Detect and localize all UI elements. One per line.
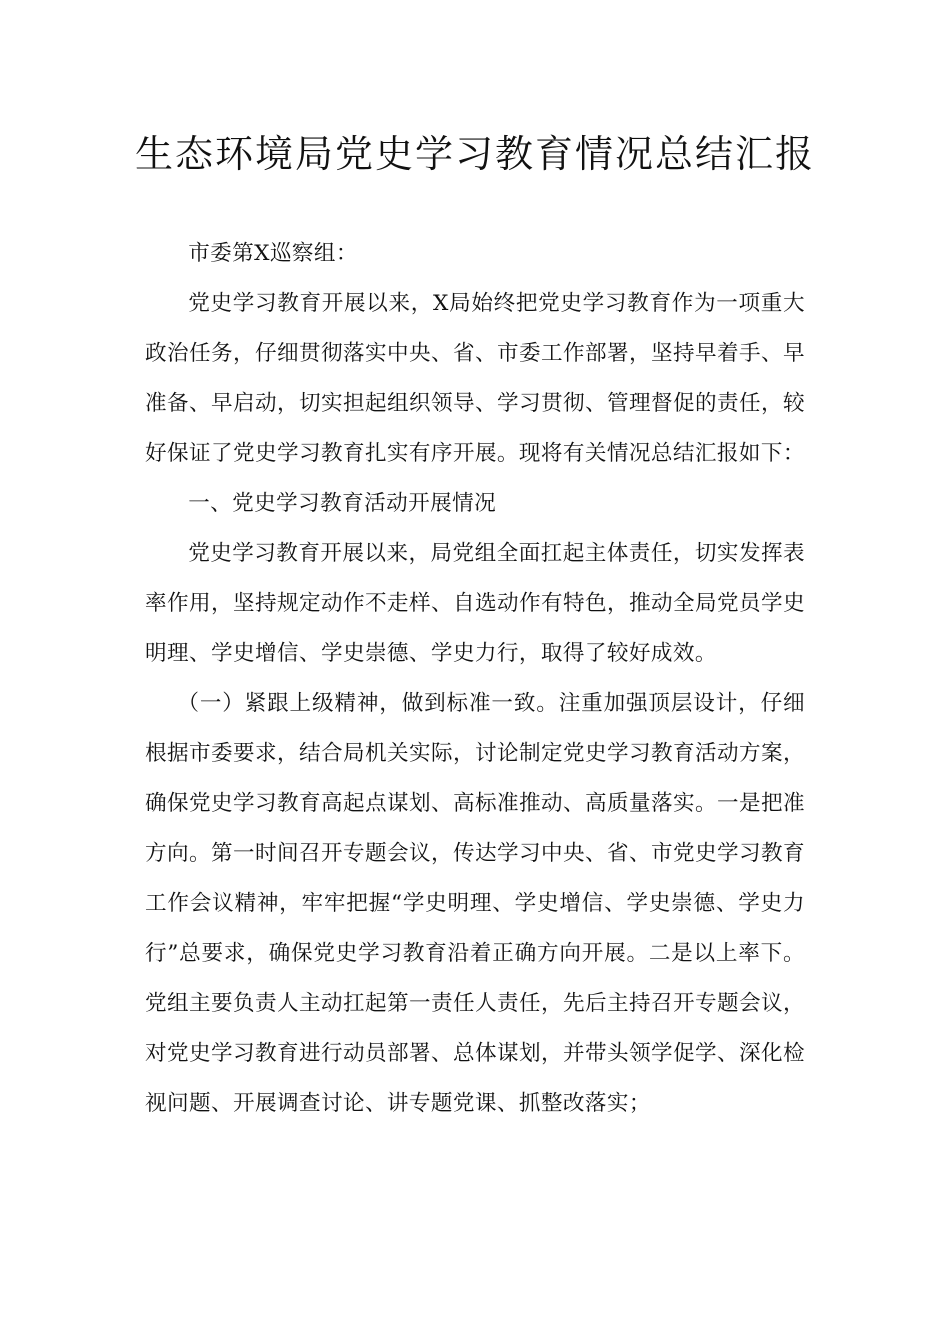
paragraph-intro: 党史学习教育开展以来，X局始终把党史学习教育作为一项重大政治任务，仔细贯彻落实中央、省、市委工作部署，坚持早着手、早准备、早启动，切实担起组织领导、学习贯彻、管理督促的责任，较好保证了党史学习教育扎实有序开展。现将有关情况总结汇报如下： bbox=[145, 291, 805, 466]
document-body bbox=[145, 229, 805, 1129]
document-title: 生态环境局党史学习教育情况总结汇报 bbox=[134, 132, 815, 176]
paragraph-section-1: 党史学习教育开展以来，局党组全面扛起主体责任，切实发挥表率作用，坚持规定动作不走样、自选动作有特色，推动全局党员学史明理、学史增信、学史崇德、学史力行，取得了较好成效。 bbox=[145, 541, 805, 666]
salutation: 市委第X巡察组： bbox=[188, 241, 358, 266]
paragraph-subsection-1: （一）紧跟上级精神，做到标准一致。注重加强顶层设计，仔细根据市委要求，结合局机关实际，讨论制定党史学习教育活动方案，确保党史学习教育高起点谋划、高标准推动、高质量落实。一是把准方向。第一时间召开专题会议，传达学习中央、省、市党史学习教育工作会议精神，牢牢把握“学史明理、学史增信、学史崇德、学史力行”总要求，确保党史学习教育沿着正确方向开展。二是以上率下。党组主要负责人主动扛起第一责任人责任，先后主持召开专题会议，对党史学习教育进行动员部署、总体谋划，并带头领学促学、深化检视问题、开展调查讨论、讲专题党课、抓整改落实； bbox=[145, 691, 805, 1116]
section-heading-1: 一、党史学习教育活动开展情况 bbox=[188, 491, 497, 516]
